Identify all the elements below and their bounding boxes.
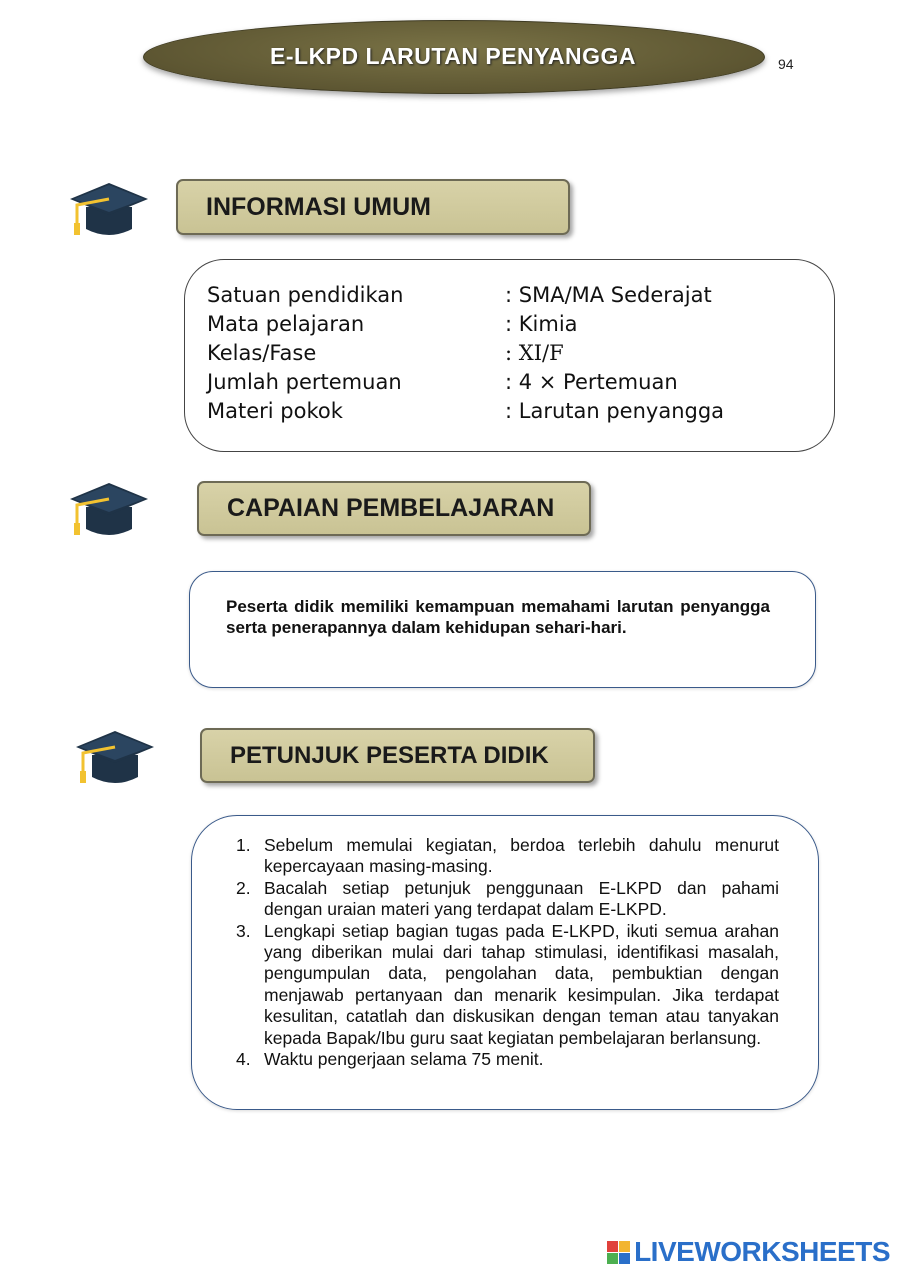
informasi-umum-box — [184, 259, 835, 452]
info-value: : SMA/MA Sederajat — [505, 283, 712, 307]
step-text: Waktu pengerjaan selama 75 menit. — [264, 1049, 544, 1070]
page-number: 94 — [778, 56, 794, 72]
info-value: : XI/F — [505, 341, 564, 365]
step-text: Bacalah setiap petunjuk penggunaan E-LKPD dan pahami dengan uraian materi yang terdapat dalam E-LKPD. — [264, 877, 779, 920]
instruction-step — [222, 1049, 779, 1070]
section-header-informasi-umum — [176, 179, 570, 235]
section-title: CAPAIAN PEMBELAJARAN — [227, 494, 555, 522]
instruction-step — [222, 835, 779, 878]
step-text: Lengkapi setiap bagian tugas pada E-LKPD, ikuti semua arahan yang diberikan mulai dari tahap stimulasi, identifikasi masalah, pengumpulan data, pengolahan data, pembuktian dengan menjawab pertanyaan dan menarik kesimpulan. Jika terdapat kesulitan, catatlah dan diskusikan dengan teman atau tanyakan kepada Bapak/Ibu guru saat kegiatan pembelajaran berlansung. — [264, 920, 779, 1048]
info-row — [207, 310, 807, 339]
step-number: 4. — [236, 1049, 251, 1070]
info-value: : Larutan penyangga — [505, 399, 725, 423]
section-title: INFORMASI UMUM — [206, 192, 431, 221]
info-row — [207, 281, 807, 310]
graduation-cap-icon — [68, 479, 150, 541]
step-number: 2. — [236, 877, 251, 898]
info-label: Kelas/Fase — [207, 341, 317, 365]
info-label: Materi pokok — [207, 399, 343, 423]
info-value: : Kimia — [505, 312, 578, 336]
section-header-capaian-pembelajaran — [197, 481, 591, 536]
step-number: 1. — [236, 835, 251, 855]
info-row — [207, 397, 807, 426]
section-header-petunjuk-peserta-didik — [200, 728, 595, 783]
capaian-box — [189, 571, 816, 688]
instruction-step — [222, 878, 779, 921]
section-title: PETUNJUK PESERTA DIDIK — [230, 741, 549, 769]
page-title: E-LKPD LARUTAN PENYANGGA — [270, 42, 636, 69]
instruction-step — [222, 921, 779, 1049]
info-label: Jumlah pertemuan — [207, 370, 402, 394]
info-row — [207, 339, 807, 368]
liveworksheets-watermark — [607, 1236, 890, 1268]
watermark-text: LIVEWORKSHEETS — [634, 1236, 890, 1267]
capaian-text: Peserta didik memiliki kemampuan memahami larutan penyangga serta penerapannya dalam kehidupan sehari-hari. — [226, 597, 770, 637]
petunjuk-box — [191, 815, 819, 1110]
info-row — [207, 368, 807, 397]
step-number: 3. — [236, 920, 251, 941]
graduation-cap-icon — [68, 179, 150, 241]
info-label: Mata pelajaran — [207, 312, 365, 336]
info-value: : 4 × Pertemuan — [505, 370, 678, 394]
graduation-cap-icon — [74, 727, 156, 789]
liveworksheets-logo-icon — [607, 1241, 630, 1264]
step-text: Sebelum memulai kegiatan, berdoa terlebih dahulu menurut kepercayaan masing-masing. — [264, 835, 779, 877]
info-label: Satuan pendidikan — [207, 283, 404, 307]
